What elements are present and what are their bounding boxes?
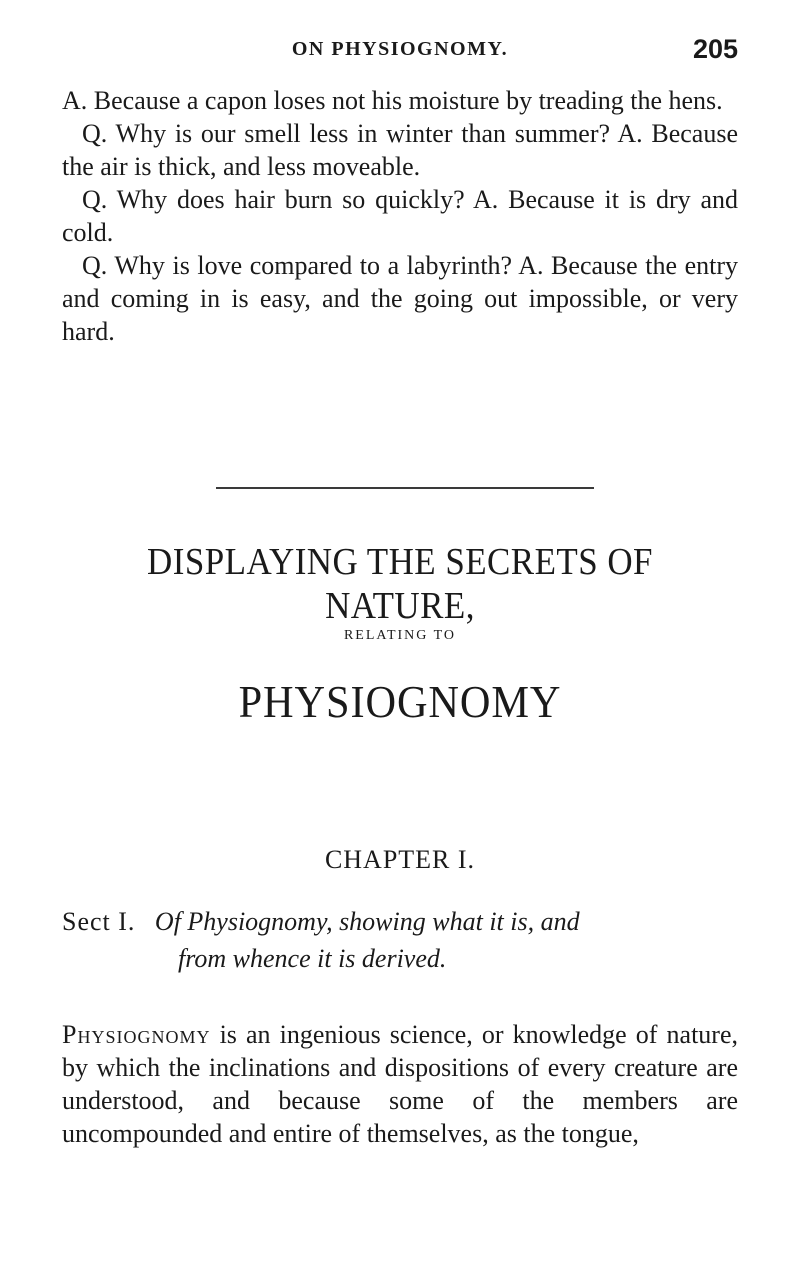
paragraph-text (62, 1018, 738, 1150)
section-title-line1: Of Physiognomy, showing what it is, and (154, 907, 580, 936)
qa-paragraph: A. Because a capon loses not his moisture by treading the hens. (62, 86, 723, 115)
qa-block (62, 84, 738, 348)
lead-word: Physiognomy (62, 1020, 211, 1049)
running-title: ON PHYSIOGNOMY. (291, 38, 509, 60)
qa-paragraph: Q. Why is our smell less in winter than summer? A. Because the air is thick, and less moveable. (62, 119, 738, 181)
section-label: Sect I. (62, 907, 136, 936)
section-title-line2: from whence it is derived. (178, 944, 447, 973)
main-heading: DISPLAYING THE SECRETS OF NATURE, (147, 541, 653, 627)
paragraph-body: is an ingenious science, or knowledge of nature, by which the inclinations and dispositions of every creature are understood, and because some of the members are uncompounded and entire of themselves, as the tongue, (62, 1020, 738, 1148)
qa-paragraph: Q. Why does hair burn so quickly? A. Because it is dry and cold. (62, 185, 738, 247)
body-paragraph (62, 1018, 738, 1150)
chapter-heading: CHAPTER I. (324, 845, 476, 874)
qa-paragraph: Q. Why is love compared to a labyrinth? A. Because the entry and coming in is easy, and the going out impossible, or very hard. (62, 251, 738, 346)
page-number: 205 (692, 34, 738, 64)
running-head (62, 34, 738, 70)
section-divider (216, 487, 594, 489)
relating-to-heading: RELATING TO (343, 628, 457, 643)
physiognomy-heading: PHYSIOGNOMY (238, 676, 562, 727)
section-heading (62, 903, 738, 977)
